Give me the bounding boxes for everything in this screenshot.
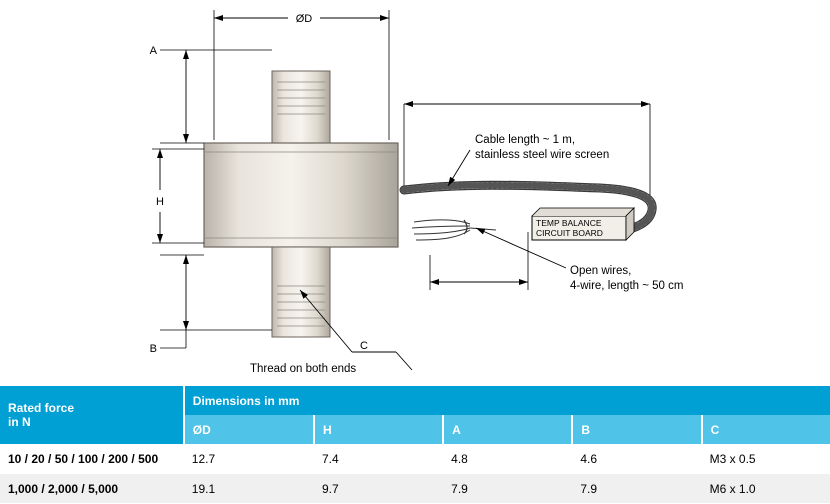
column-header-a: A	[443, 415, 572, 444]
row-1-rated-force: 1,000 / 2,000 / 5,000	[0, 474, 184, 504]
dimension-label-b: B	[149, 343, 157, 355]
load-cell-bottom-boss	[272, 247, 330, 337]
row-0-h: 7.4	[314, 444, 443, 474]
cable-note-line-2: stainless steel wire screen	[475, 149, 610, 161]
row-0-b: 4.6	[572, 444, 701, 474]
dimension-label-a: A	[149, 45, 157, 57]
dimension-label-od: ØD	[295, 13, 313, 25]
dimension-b	[150, 255, 272, 355]
load-cell-body	[204, 143, 398, 247]
header-rated-force-line-1: Rated force	[8, 401, 75, 415]
open-wires-line-2: 4-wire, length ~ 50 cm	[570, 280, 684, 292]
row-0-a: 4.8	[443, 444, 572, 474]
temp-balance-circuit-board	[470, 208, 634, 240]
row-0-rated-force: 10 / 20 / 50 / 100 / 200 / 500	[0, 444, 184, 474]
table-row	[0, 474, 830, 504]
row-1-od: 19.1	[184, 474, 314, 504]
cable-note	[448, 134, 609, 186]
header-rated-force	[0, 386, 184, 444]
row-0-c: M3 x 0.5	[702, 444, 830, 474]
table-row	[0, 444, 830, 474]
board-line-1: TEMP BALANCE	[536, 218, 602, 228]
open-wires-dimension	[430, 232, 528, 290]
row-0-od: 12.7	[184, 444, 314, 474]
column-header-b: B	[572, 415, 701, 444]
open-wires-line-1: Open wires,	[570, 265, 632, 277]
column-header-od: ØD	[184, 415, 314, 444]
dimension-h	[152, 149, 204, 243]
dimension-label-h: H	[156, 196, 164, 208]
row-1-a: 7.9	[443, 474, 572, 504]
header-rated-force-line-2: in N	[8, 415, 31, 429]
dimension-label-c: C	[360, 340, 368, 352]
dimension-a	[150, 45, 272, 143]
row-1-h: 9.7	[314, 474, 443, 504]
board-line-2: CIRCUIT BOARD	[536, 228, 603, 238]
header-dimensions: Dimensions in mm	[184, 386, 830, 415]
open-wires	[412, 220, 470, 240]
column-header-c: C	[702, 415, 830, 444]
column-header-h: H	[314, 415, 443, 444]
table-header-row-1	[0, 386, 830, 415]
cable-note-line-1: Cable length ~ 1 m,	[475, 134, 576, 146]
row-1-b: 7.9	[572, 474, 701, 504]
load-cell-top-boss	[272, 71, 330, 143]
row-1-c: M6 x 1.0	[702, 474, 830, 504]
thread-note: Thread on both ends	[250, 363, 357, 375]
dimensions-table	[0, 386, 830, 504]
